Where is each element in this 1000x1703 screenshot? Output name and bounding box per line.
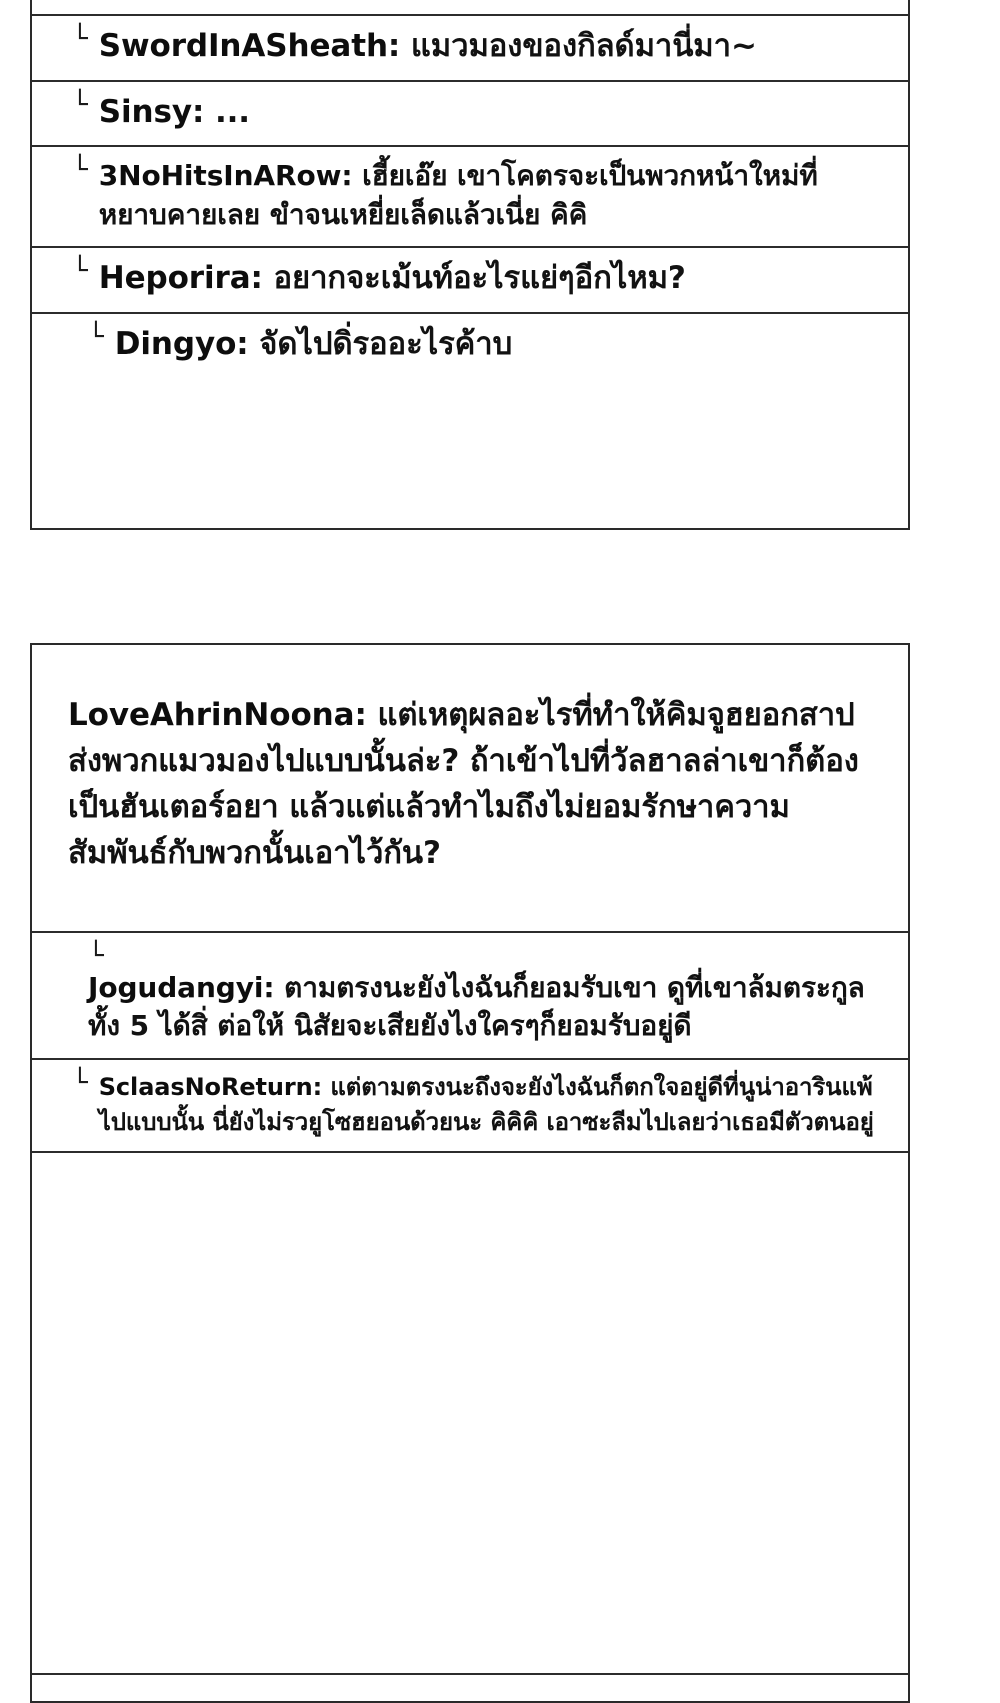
comment-bubble [99,26,757,68]
comment-username[interactable]: Heporira [98,260,251,297]
comment-item[interactable] [32,82,908,148]
comment-username[interactable]: Sinsy [98,93,192,130]
comment-body: อยากจะเม้นท์อะไรแย่ๆอีกไหม? [273,260,686,297]
reply-marker-icon: └ [72,1067,88,1098]
comment-body: ตามตรงนะยังไงฉันก็ยอมรับเขา ดูที่เขาล้มตระกูลทั้ง 5 ได้สิ่ ต่อให้ นิสัยจะเสียยังไงใครๆก็ยอมรับอยู่ดี [88,970,865,1043]
comment-username[interactable]: Jogudangyi [88,970,264,1004]
root-comment-item[interactable] [32,645,908,933]
comment-text: Jogudangyi: ตามตรงนะยังไงฉันก็ยอมรับเขา ดูที่เขาล้มตระกูลทั้ง 5 ได้สิ่ ต่อให้ นิสัยจะเสียยังไงใครๆก็ยอมรับอยู่ดี [88,970,865,1043]
comment-body: จัดไปดิ่รออะไรค้าบ [259,325,513,362]
comment-bubble [99,92,250,134]
comment-username[interactable]: LoveAhrinNoona [68,697,355,733]
comment-text: SwordInASheath: แมวมองของกิลด์มานี่มา~ [98,28,757,64]
comment-body: ... [214,93,250,130]
reply-marker-icon: └ [72,155,88,186]
reply-marker-icon: └ [72,89,88,120]
comment-body: แต่ตามตรงนะถึงจะยังไงฉันก็ตกใจอยู่ดีที่นูน่าอารินแพ้ไปแบบนั้น นี่ยังไม่รวยูโซฮยอนด้วยนะ คิคิคิ เอาซะลีมไปเลยว่าเธอมีตัวตนอยู่ [98,1072,874,1136]
comment-item[interactable] [32,147,908,248]
comment-text: 3NoHitsInARow: เฮี้ยเอ๊ย เขาโคตรจะเป็นพวกหน้าใหม่ที่หยาบคายเลย ขำจนเหยี่ยเล็ดแล้วเนี่ย คิคิ [98,159,818,231]
comment-bubble [115,324,512,366]
comment-text: LoveAhrinNoona: แต่เหตุผลอะไรที่ทำให้คิมจูฮยอกสาปส่งพวกแมวมองไปแบบนั้นล่ะ? ถ้าเข้าไปที่วัลฮาลล่าเขาก็ต้องเป็นฮันเตอร์อยา แล้วแต่แล้วทำไมถึงไม่ยอมรักษาความสัมพันธ์กับพวกนั้นเอาไว้กัน? [68,697,859,871]
reply-marker-icon: └ [72,256,88,287]
partial-comment-row [32,0,908,16]
comment-item[interactable] [32,248,908,314]
reply-marker-icon: └ [72,24,88,54]
comment-item[interactable] [32,16,908,82]
comment-item[interactable] [32,933,908,1060]
comment-thread-panel-bottom [30,643,910,1703]
partial-comment-row [32,1673,908,1701]
comment-body: แต่เหตุผลอะไรที่ทำให้คิมจูฮยอกสาปส่งพวกแมวมองไปแบบนั้นล่ะ? ถ้าเข้าไปที่วัลฮาลล่าเขาก็ต้องเป็นฮันเตอร์อยา แล้วแต่แล้วทำไมถึงไม่ยอมรักษาความสัมพันธ์กับพวกนั้นเอาไว้กัน? [68,697,859,871]
comment-username[interactable]: SwordInASheath [98,28,388,64]
comment-text: Dingyo: จัดไปดิ่รออะไรค้าบ [114,325,513,362]
comment-username[interactable]: SclaasNoReturn [98,1072,313,1101]
comment-body: แมวมองของกิลด์มานี่มา~ [410,28,757,64]
comment-bubble [99,1070,879,1140]
comment-text: Sinsy: ... [98,93,250,130]
comment-username[interactable]: 3NoHitsInARow [98,159,342,193]
comment-text: Heporira: อยากจะเม้นท์อะไรแย่ๆอีกไหม? [98,260,686,297]
reply-marker-icon: └ [88,321,104,352]
comment-text: SclaasNoReturn: แต่ตามตรงนะถึงจะยังไงฉันก็ตกใจอยู่ดีที่นูน่าอารินแพ้ไปแบบนั้น นี่ยังไม่รวยูโซฮยอนด้วยนะ คิคิคิ เอาซะลีมไปเลยว่าเธอมีตัวตนอยู่ [98,1072,874,1136]
comment-thread-panel-top [30,0,910,530]
reply-marker-icon: └ [88,940,104,971]
comment-bubble [88,969,868,1046]
comment-item[interactable] [32,314,908,378]
comment-body: เฮี้ยเอ๊ย เขาโคตรจะเป็นพวกหน้าใหม่ที่หยาบคายเลย ขำจนเหยี่ยเล็ดแล้วเนี่ย คิคิ [98,159,818,231]
comment-bubble [99,258,686,300]
comment-username[interactable]: Dingyo [114,325,237,362]
comment-bubble [99,157,879,234]
comment-item[interactable] [32,1060,908,1154]
